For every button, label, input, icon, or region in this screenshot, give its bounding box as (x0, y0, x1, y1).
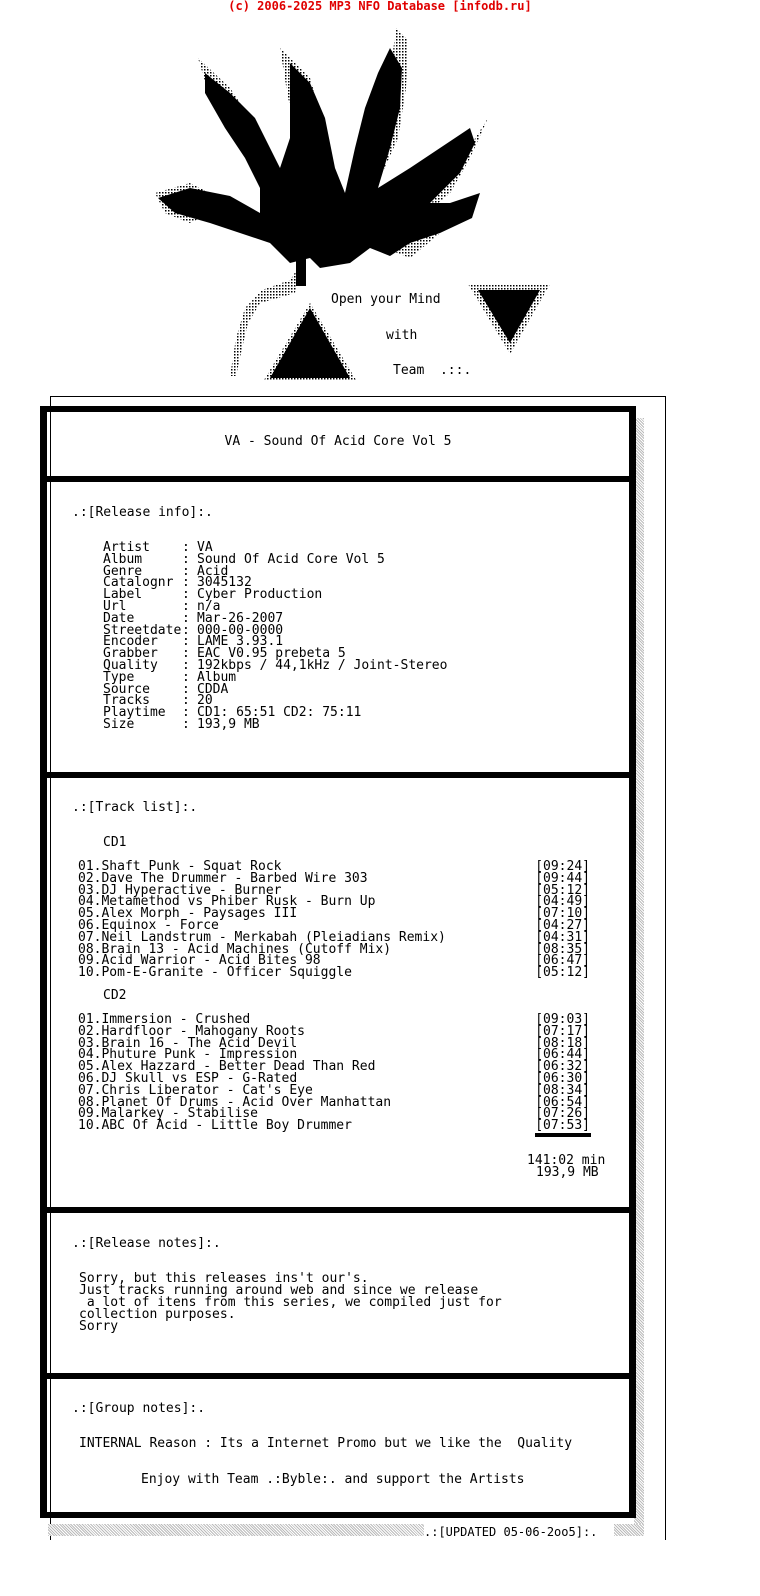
track-title: 05.Alex Hazzard - Better Dead Than Red (78, 1059, 376, 1075)
info-separator: : (182, 610, 190, 626)
info-separator: : (182, 587, 190, 603)
track-title: 02.Dave The Drummer - Barbed Wire 303 (78, 870, 368, 886)
track-title: 06.Equinox - Force (78, 918, 219, 933)
track-duration: [06:30] (535, 1071, 590, 1086)
release-notes-heading: .:[Release notes]:. (72, 1236, 221, 1251)
info-value: Mar-26-2007 (197, 610, 284, 626)
track-duration: [04:49] (535, 894, 590, 910)
track-duration: [07:26] (535, 1106, 590, 1122)
info-separator: : (182, 717, 190, 732)
track-title: 09.Malarkey - Stabilise (78, 1106, 259, 1122)
frame-shadow-bottom (48, 1524, 424, 1536)
info-value: 000-00-0000 (197, 622, 284, 638)
info-key: Playtime (103, 705, 166, 721)
info-value: EAC V0.95 prebeta 5 (197, 646, 346, 662)
track-title: 02.Hardfloor - Mahogany Roots (78, 1023, 305, 1039)
track-duration: [08:35] (535, 941, 590, 957)
info-key: Url (103, 599, 127, 614)
info-value: Cyber Production (197, 587, 323, 603)
group-notes-reason: INTERNAL Reason : Its a Internet Promo but we like the Quality (79, 1436, 573, 1451)
art-text-with: with (386, 328, 418, 343)
frame-shadow-bottom-right (614, 1524, 644, 1536)
track-duration: [08:18] (535, 1035, 590, 1051)
info-key: Quality (103, 658, 158, 673)
info-key: Label (103, 587, 143, 603)
info-value: VA (197, 540, 213, 555)
info-value: Album (197, 669, 237, 685)
info-value: 3045132 (197, 575, 252, 591)
info-separator: : (182, 540, 190, 555)
art-text-team: Team .::. (393, 363, 472, 378)
track-title: 10.ABC Of Acid - Little Boy Drummer (78, 1118, 352, 1134)
group-notes-enjoy: Enjoy with Team .:Byble:. and support the Artists (141, 1472, 525, 1487)
info-key: Artist (103, 540, 150, 555)
info-separator: : (182, 705, 190, 721)
info-value: 20 (197, 693, 213, 709)
track-duration: [06:54] (535, 1094, 590, 1110)
info-separator: : (182, 681, 190, 697)
info-key: Catalognr (103, 575, 174, 591)
track-title: 04.Metamethod vs Phiber Rusk - Burn Up (78, 894, 376, 910)
art-text-open-mind: Open your Mind (331, 292, 441, 307)
info-separator: : (182, 563, 190, 579)
track-title: 03.DJ Hyperactive - Burner (78, 882, 282, 898)
info-key: Tracks (103, 693, 150, 709)
group-notes-heading: .:[Group notes]:. (72, 1401, 206, 1416)
track-title: 07.Neil Landstrum - Merkabah (Pleiadians Remix) (78, 929, 446, 945)
info-separator: : (182, 646, 190, 662)
track-duration: [05:12] (535, 965, 590, 981)
info-key: Size (103, 717, 135, 732)
info-value: Sound Of Acid Core Vol 5 (197, 551, 385, 567)
track-duration: [09:24] (535, 859, 590, 874)
track-duration: [04:27] (535, 918, 590, 933)
info-value: 192kbps / 44,1kHz / Joint-Stereo (197, 658, 448, 673)
divider-track-list (40, 1207, 636, 1213)
release-title: VA - Sound Of Acid Core Vol 5 (224, 434, 452, 449)
info-key: Date (103, 610, 135, 626)
info-value: n/a (197, 599, 221, 614)
total-time: 141:02 min (527, 1153, 606, 1168)
track-title: 03.Brain 16 - The Acid Devil (78, 1035, 298, 1051)
track-list-heading: .:[Track list]:. (72, 800, 198, 815)
info-separator: : (182, 551, 190, 567)
info-separator: : (182, 693, 190, 709)
info-key: Streetdate (103, 622, 182, 638)
leaf-logo-art (150, 18, 570, 388)
track-row (78, 967, 598, 979)
track-title: 08.Planet Of Drums - Acid Over Manhattan (78, 1094, 392, 1110)
track-title: 09.Acid Warrior - Acid Bites 98 (78, 953, 321, 969)
track-duration: [06:32] (535, 1059, 590, 1075)
info-separator: : (182, 634, 190, 650)
release-notes-text: Sorry, but this releases ins't our's. Just tracks running around web and since we release a lot of itens from this series, we compiled just for collection purposes. Sorry (79, 1271, 502, 1334)
info-key: Album (103, 551, 143, 567)
info-value: 193,9 MB (197, 717, 260, 732)
track-duration: [07:17] (535, 1023, 590, 1039)
total-size: 193,9 MB (536, 1165, 599, 1180)
info-key: Type (103, 669, 135, 685)
updated-footer: .:[UPDATED 05-06-2oo5]:. (424, 1525, 598, 1539)
cd1-label: CD1 (103, 835, 127, 850)
info-separator: : (182, 575, 190, 591)
copyright-line: (c) 2006-2025 MP3 NFO Database [infodb.ru] (228, 0, 532, 13)
release-info-heading: .:[Release info]:. (72, 505, 213, 520)
info-value: Acid (197, 563, 229, 579)
track-row (78, 1120, 598, 1132)
info-value: LAME 3.93.1 (197, 634, 284, 650)
info-separator: : (182, 669, 190, 685)
info-separator: : (182, 658, 190, 673)
track-duration: [09:44] (535, 870, 590, 886)
info-key: Encoder (103, 634, 158, 650)
info-separator: : (182, 599, 190, 614)
track-title: 05.Alex Morph - Paysages III (78, 906, 298, 922)
total-underline (535, 1133, 591, 1137)
box-bottom-border (40, 1512, 636, 1518)
info-value: CD1: 65:51 CD2: 75:11 (197, 705, 362, 721)
divider-release-notes (40, 1373, 636, 1379)
track-title: 01.Immersion - Crushed (78, 1012, 251, 1027)
track-duration: [05:12] (535, 882, 590, 898)
track-duration: [07:10] (535, 906, 590, 922)
track-title: 10.Pom-E-Granite - Officer Squiggle (78, 965, 352, 981)
track-title: 01.Shaft Punk - Squat Rock (78, 859, 282, 874)
track-duration: [04:31] (535, 929, 590, 945)
track-title: 06.DJ Skull vs ESP - G-Rated (78, 1071, 298, 1086)
info-key: Grabber (103, 646, 158, 662)
track-duration: [07:53] (535, 1118, 590, 1134)
track-duration: [09:03] (535, 1012, 590, 1027)
track-duration: [08:34] (535, 1082, 590, 1098)
info-separator: : (182, 622, 190, 638)
cd2-label: CD2 (103, 988, 127, 1003)
track-title: 04.Phuture Punk - Impression (78, 1047, 298, 1063)
divider-title (40, 476, 636, 482)
track-duration: [06:47] (535, 953, 590, 969)
divider-release-info (40, 772, 636, 778)
track-title: 08.Brain 13 - Acid Machines (Cutoff Mix) (78, 941, 392, 957)
track-duration: [06:44] (535, 1047, 590, 1063)
track-title: 07.Chris Liberator - Cat's Eye (78, 1082, 313, 1098)
leaf-icon (150, 18, 570, 388)
info-key: Source (103, 681, 150, 697)
info-key: Genre (103, 563, 143, 579)
info-value: CDDA (197, 681, 229, 697)
